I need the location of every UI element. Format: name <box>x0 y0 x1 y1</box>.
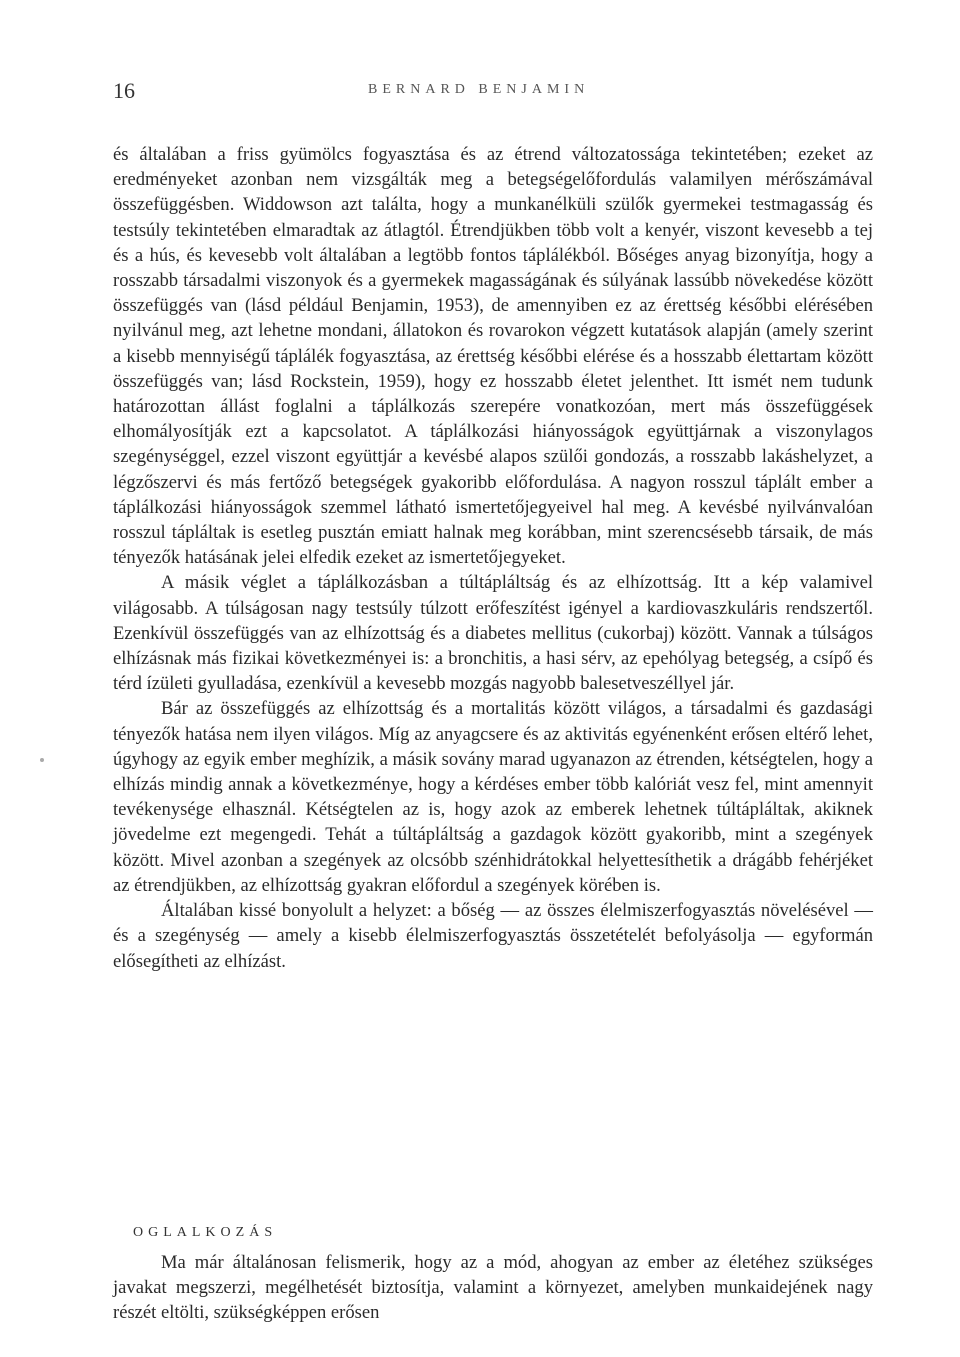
section-body <box>113 1250 873 1326</box>
section-heading: OGLALKOZÁS <box>133 1225 278 1240</box>
paragraph-complex-situation: Általában kissé bonyolult a helyzet: a bőség — az összes élelmiszerfogyasztás növelésével — és a szegénység — amely a kisebb élelmiszerfogyasztás összetételét befolyásolja — egyformán elősegítheti az elhízást. <box>113 900 873 972</box>
scan-speck <box>40 758 44 762</box>
page-header <box>113 78 873 108</box>
running-head: BERNARD BENJAMIN <box>368 82 590 97</box>
paragraph-occupation-intro: Ma már általánosan felismerik, hogy az a mód, ahogyan az ember az életéhez szükséges javakat megszerzi, megélhetését biztosítja, valamint a környezet, amelyben munkaidejének nagy részét eltölti, szükségképpen erősen <box>113 1252 873 1324</box>
paragraph-overnutrition: A másik véglet a táplálkozásban a túltápláltság és az elhízottság. Itt a kép valamivel világosabb. A túlságosan nagy testsúly túlzott erőfeszítést igényel a kardiovaszkuláris rendszertől. Ezenkívül összefüggés van az elhízottság és a diabetes mellitus (cukorbaj) között. Vannak a túlságos elhízásnak más fizikai következményei is: a bronchitis, a hasi sérv, az epehólyag betegség, a csípő és térd ízületi gyulladása, ezenkívül a kevesebb mozgás nagyobb balesetveszéllyel jár. <box>113 572 873 695</box>
page-number: 16 <box>113 78 135 103</box>
paragraph-nutrition-deficiency: és általában a friss gyümölcs fogyasztása és az étrend változatossága tekintetében; ezeket az eredményeket azonban nem vizsgálták meg a betegségelőfordulás valamilyen mérőszámával összefüggésben. Widdowson azt találta, hogy a munkanélküli szülők gyermekei testmagasság és testsúly tekintetében elmaradtak az átlagtól. Étrendjükben több volt a kenyér, viszont kevesebb a tej és a hús, és kevesebb volt általában a legtöbb fontos táplálékból. Bőséges anyag bizonyítja, hogy a rosszabb társadalmi viszonyok és a gyermekek magasságának és súlyának lassúbb növekedése között összefüggés van (lásd például Benjamin, 1953), de amennyiben ez az érettség későbbi elérésében nyilvánul meg, azt lehetne mondani, állatokon és rovarokon végzett kutatások alapján (amely szerint a kisebb mennyiségű táplálék fogyasztása, az érettség későbbi elérése és a hosszabb élettartam között összefüggés van; lásd Rockstein, 1959), hogy ez hosszabb életet jelenthet. Itt ismét nem tudunk határozottan állást foglalni a táplálkozás szerepére vonatkozóan, mert más összefüggések elhomályosítják ezt a kapcsolatot. A táplálkozási hiányosságok együttjárnak a viszonylagos szegénységgel, ezzel viszont együttjár a kevésbé alapos szülői gondozás, a rosszabb lakáshelyzet, a légzőszervi és más fertőző betegségek gyakoribb előfordulása. A nagyon rosszul táplált ember a táplálkozási hiányosságok szemmel látható ismertetőjegyeivel hal meg. A kevésbé nyilvánvalóan rosszul tápláltak is esetleg pusztán emiatt halnak meg korábban, mint szerencsésebb társaik, de más tényezők hatásának jelei elfedik ezeket az ismertetőjegyeket. <box>113 144 873 569</box>
paragraph-obesity-mortality: Bár az összefüggés az elhízottság és a mortalitás között világos, a társadalmi és gazdasági tényezők hatása nem ilyen világos. Míg az anyagcsere és az aktivitás egyénenként erősen eltérő lehet, úgyhogy az egyik ember meghízik, a másik sovány marad ugyanazon az étrenden, kétségtelen, hogy a elhízás mindig annak a következménye, hogy a kérdéses ember több kalóriát vesz fel, mint amennyit tevékenysége elhasznál. Kétségtelen az is, hogy azok az emberek lehetnek túltápláltak, akiknek jövedelme ezt megengedi. Tehát a túltápláltság a gazdagok között gyakoribb, mint a szegények között. Mivel azonban a szegények az olcsóbb szénhidrátokkal helyettesíthetik a drágább fehérjéket az étrendjükben, az elhízottság gyakran előfordul a szegények körében is. <box>113 698 873 896</box>
body-text <box>113 142 873 974</box>
